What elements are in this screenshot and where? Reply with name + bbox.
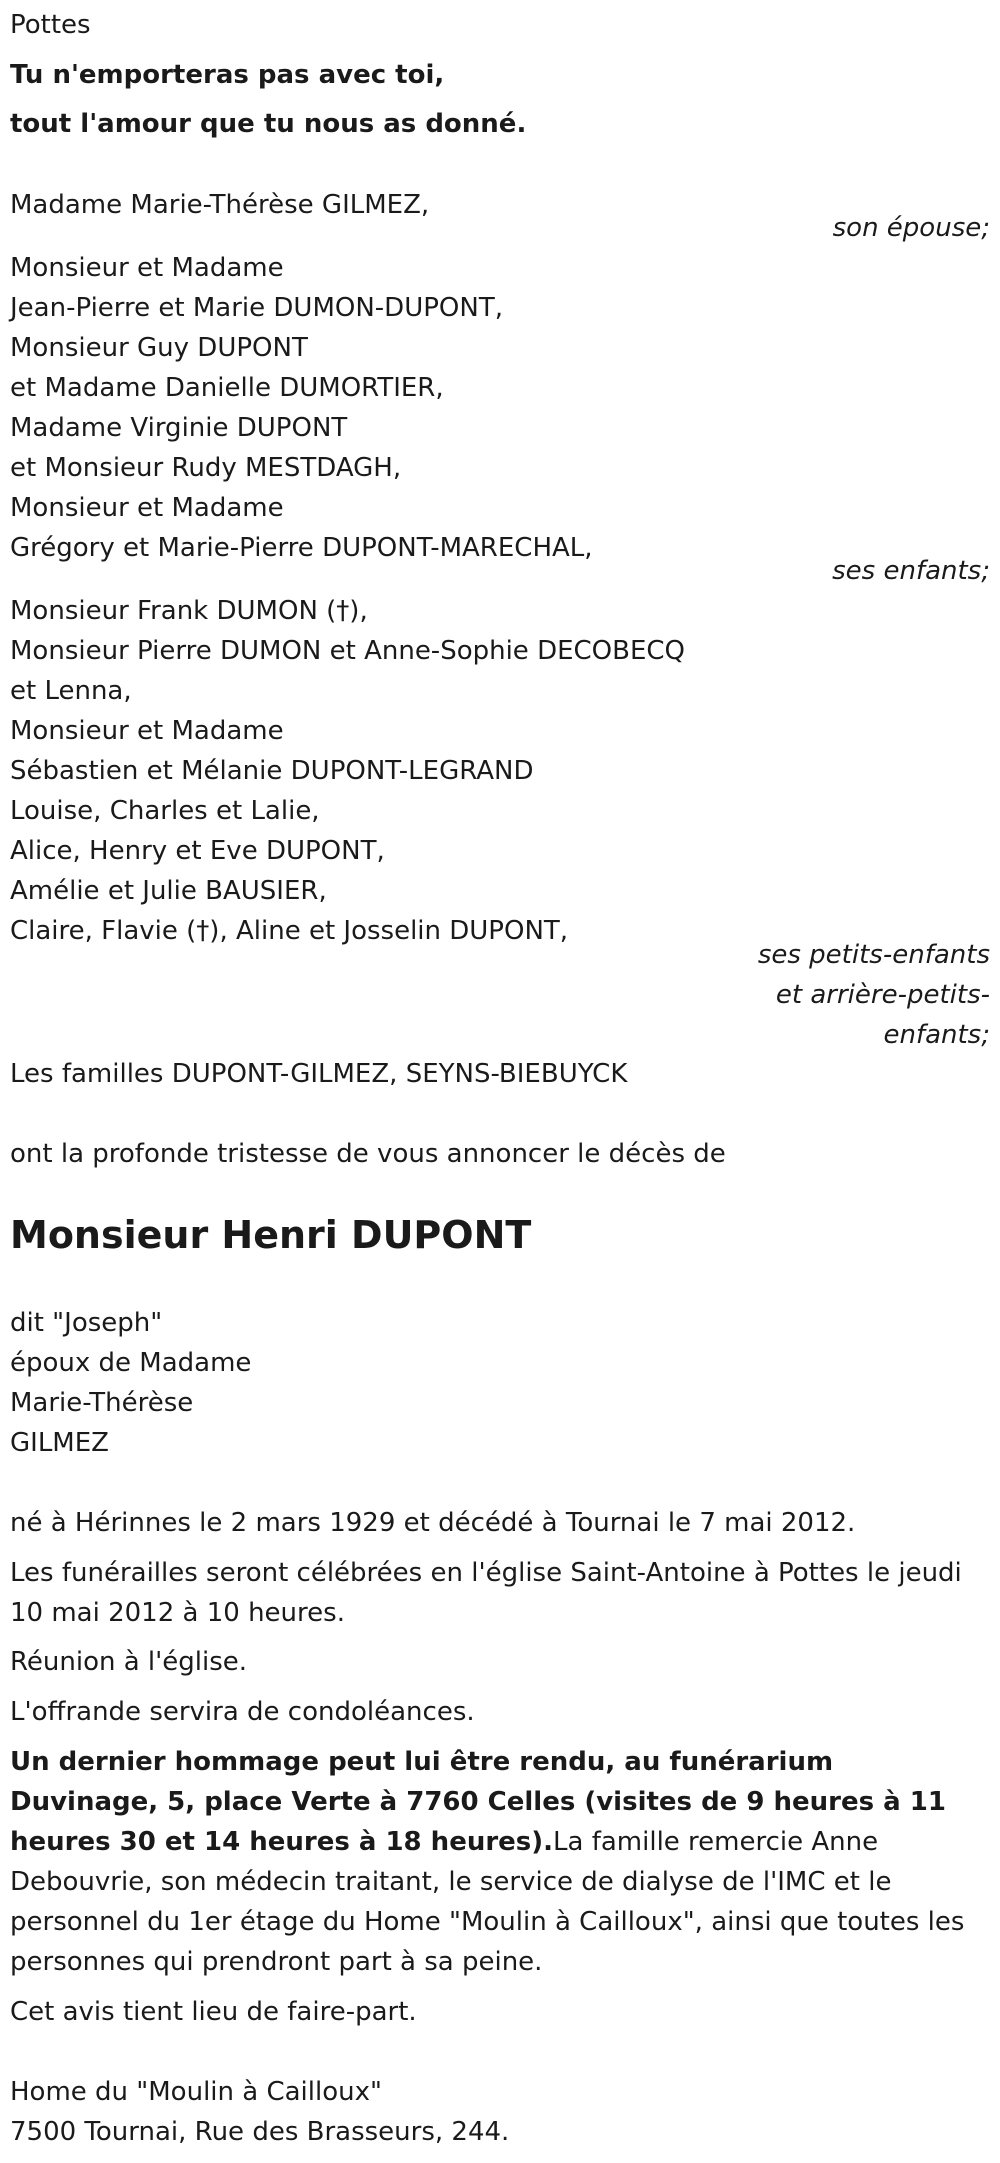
grandchildren-relation-1: ses petits-enfants (757, 940, 990, 970)
notice-line: Cet avis tient lieu de faire-part. (10, 1997, 417, 2027)
list-item: Grégory et Marie-Pierre DUPONT-MARECHAL, (10, 533, 593, 563)
children-relation: ses enfants; (832, 556, 990, 586)
tribute-paragraph (10, 1742, 990, 1982)
families-line: Les familles DUPONT-GILMEZ, SEYNS-BIEBUYCK (10, 1059, 628, 1089)
quote-line-2: tout l'amour que tu nous as donné. (10, 109, 527, 139)
address-line-1: Home du "Moulin à Cailloux" (10, 2077, 382, 2107)
deceased-detail: dit "Joseph" (10, 1308, 163, 1338)
list-item: et Lenna, (10, 676, 132, 706)
address-line-2: 7500 Tournai, Rue des Brasseurs, 244. (10, 2117, 510, 2147)
deceased-detail: époux de Madame (10, 1348, 252, 1378)
spouse-relation: son épouse; (832, 213, 990, 243)
list-item: Amélie et Julie BAUSIER, (10, 876, 327, 906)
list-item: Jean-Pierre et Marie DUMON-DUPONT, (10, 293, 503, 323)
deceased-detail: Marie-Thérèse (10, 1388, 194, 1418)
list-item: Louise, Charles et Lalie, (10, 796, 320, 826)
birth-death-line: né à Hérinnes le 2 mars 1929 et décédé à Tournai le 7 mai 2012. (10, 1508, 856, 1538)
funeral-paragraph: Les funérailles seront célébrées en l'église Saint-Antoine à Pottes le jeudi 10 mai 2012 à 10 heures. (10, 1558, 962, 1628)
list-item: et Madame Danielle DUMORTIER, (10, 373, 444, 403)
announcement-line: ont la profonde tristesse de vous annoncer le décès de (10, 1139, 726, 1169)
deceased-detail: GILMEZ (10, 1428, 109, 1458)
spouse-name: Madame Marie-Thérèse GILMEZ, (10, 190, 430, 220)
tribute-thanks-text: La famille remercie Anne Debouvrie, son médecin traitant, le service de dialyse de l'IMC et le personnel du 1er étage du Home "Moulin à Cailloux", ainsi que toutes les personnes qui prendront part à sa peine. (10, 1827, 965, 1977)
list-item: Monsieur Pierre DUMON et Anne-Sophie DECOBECQ (10, 636, 686, 666)
offering-line: L'offrande servira de condoléances. (10, 1697, 475, 1727)
place-name: Pottes (10, 10, 91, 40)
list-item: Sébastien et Mélanie DUPONT-LEGRAND (10, 756, 534, 786)
list-item: Monsieur et Madame (10, 716, 284, 746)
list-item: Monsieur Frank DUMON (†), (10, 596, 368, 626)
list-item: Claire, Flavie (†), Aline et Josselin DUPONT, (10, 916, 569, 946)
list-item: Alice, Henry et Eve DUPONT, (10, 836, 385, 866)
deceased-name: Monsieur Henri DUPONT (10, 1213, 532, 1257)
meeting-line: Réunion à l'église. (10, 1647, 248, 1677)
list-item: Madame Virginie DUPONT (10, 413, 348, 443)
list-item: Monsieur et Madame (10, 253, 284, 283)
list-item: et Monsieur Rudy MESTDAGH, (10, 453, 402, 483)
list-item: Monsieur Guy DUPONT (10, 333, 308, 363)
grandchildren-relation-2: et arrière-petits- (775, 980, 990, 1010)
tribute-bold-text: Un dernier hommage peut lui être rendu, au funérarium Duvinage, 5, place Verte à 7760 Celles (visites de 9 heures à 11 heures 30 et 14 heures à 18 heures). (10, 1747, 946, 1857)
grandchildren-relation-3: enfants; (883, 1020, 990, 1050)
quote-line-1: Tu n'emporteras pas avec toi, (10, 60, 445, 90)
list-item: Monsieur et Madame (10, 493, 284, 523)
